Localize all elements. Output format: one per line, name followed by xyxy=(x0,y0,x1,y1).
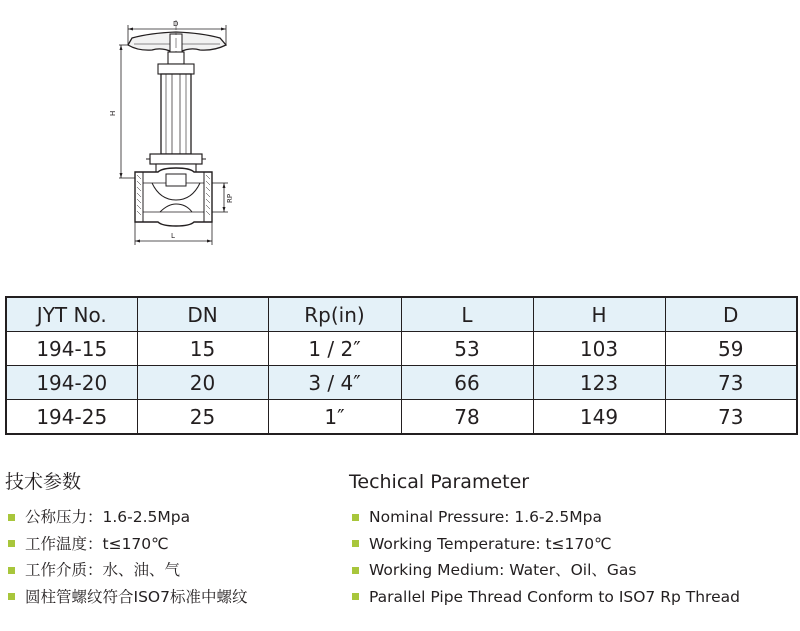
valve-technical-drawing xyxy=(0,0,800,290)
list-item xyxy=(349,531,794,558)
col-header-l: L xyxy=(401,297,533,332)
cell-h: 123 xyxy=(533,366,665,400)
cell-dn: 20 xyxy=(137,366,268,400)
spec-table xyxy=(5,296,798,435)
square-bullet-icon xyxy=(8,593,15,600)
dimension-label-l: L xyxy=(171,232,175,240)
square-bullet-icon xyxy=(352,593,359,600)
table-header-row xyxy=(6,297,797,332)
cell-d: 59 xyxy=(665,332,797,366)
packing-gland xyxy=(158,64,194,74)
valve-disc xyxy=(166,174,186,186)
list-item-text: Working Medium: Water、Oil、Gas xyxy=(369,561,637,579)
cell-jyt-no: 194-20 xyxy=(6,366,137,400)
square-bullet-icon xyxy=(8,514,15,521)
cell-rp: 1″ xyxy=(268,400,401,435)
dimension-label-rp: RP xyxy=(226,193,234,203)
dimension-label-h: H xyxy=(109,110,117,116)
table-row xyxy=(6,366,797,400)
cell-d: 73 xyxy=(665,400,797,435)
dimension-label-d: D xyxy=(173,20,179,28)
cell-l: 78 xyxy=(401,400,533,435)
cell-dn: 15 xyxy=(137,332,268,366)
cell-l: 53 xyxy=(401,332,533,366)
cell-h: 103 xyxy=(533,332,665,366)
cell-h: 149 xyxy=(533,400,665,435)
square-bullet-icon xyxy=(352,540,359,547)
list-item-text: Nominal Pressure: 1.6-2.5Mpa xyxy=(369,508,602,526)
table-row xyxy=(6,332,797,366)
col-header-h: H xyxy=(533,297,665,332)
params-section-english xyxy=(349,470,794,610)
cell-l: 66 xyxy=(401,366,533,400)
col-header-jyt-no: JYT No. xyxy=(6,297,137,332)
list-item xyxy=(349,584,794,611)
cell-rp: 1 / 2″ xyxy=(268,332,401,366)
col-header-dn: DN xyxy=(137,297,268,332)
cell-d: 73 xyxy=(665,366,797,400)
stem-nut xyxy=(168,52,184,64)
square-bullet-icon xyxy=(352,567,359,574)
cell-rp: 3 / 4″ xyxy=(268,366,401,400)
col-header-rp: Rp(in) xyxy=(268,297,401,332)
params-list-chinese xyxy=(5,504,335,610)
list-item-text: Parallel Pipe Thread Conform to ISO7 Rp Thread xyxy=(369,587,740,606)
list-item-text: 工作介质：水、油、气 xyxy=(25,561,181,579)
list-item xyxy=(5,504,335,531)
list-item-text: 公称压力：1.6-2.5Mpa xyxy=(25,508,191,526)
cell-jyt-no: 194-25 xyxy=(6,400,137,435)
list-item xyxy=(5,584,335,611)
list-item xyxy=(5,531,335,558)
bonnet-nut xyxy=(150,154,202,164)
cell-jyt-no: 194-15 xyxy=(6,332,137,366)
params-list-english xyxy=(349,504,794,610)
params-title-chinese: 技术参数 xyxy=(5,471,82,493)
list-item-text: Working Temperature: t≤170℃ xyxy=(369,534,612,553)
square-bullet-icon xyxy=(8,540,15,547)
params-title-english: Techical Parameter xyxy=(349,471,530,493)
list-item-text: 工作温度：t≤170℃ xyxy=(25,534,169,553)
square-bullet-icon xyxy=(352,514,359,521)
table-row xyxy=(6,400,797,435)
list-item xyxy=(349,557,794,584)
params-section-chinese xyxy=(5,470,335,610)
bonnet-tube xyxy=(161,74,191,154)
cell-dn: 25 xyxy=(137,400,268,435)
list-item xyxy=(5,557,335,584)
square-bullet-icon xyxy=(8,567,15,574)
valve-drawing-svg xyxy=(0,0,800,290)
list-item xyxy=(349,504,794,531)
col-header-d: D xyxy=(665,297,797,332)
list-item-text: 圆柱管螺纹符合ISO7标准中螺纹 xyxy=(25,587,248,606)
